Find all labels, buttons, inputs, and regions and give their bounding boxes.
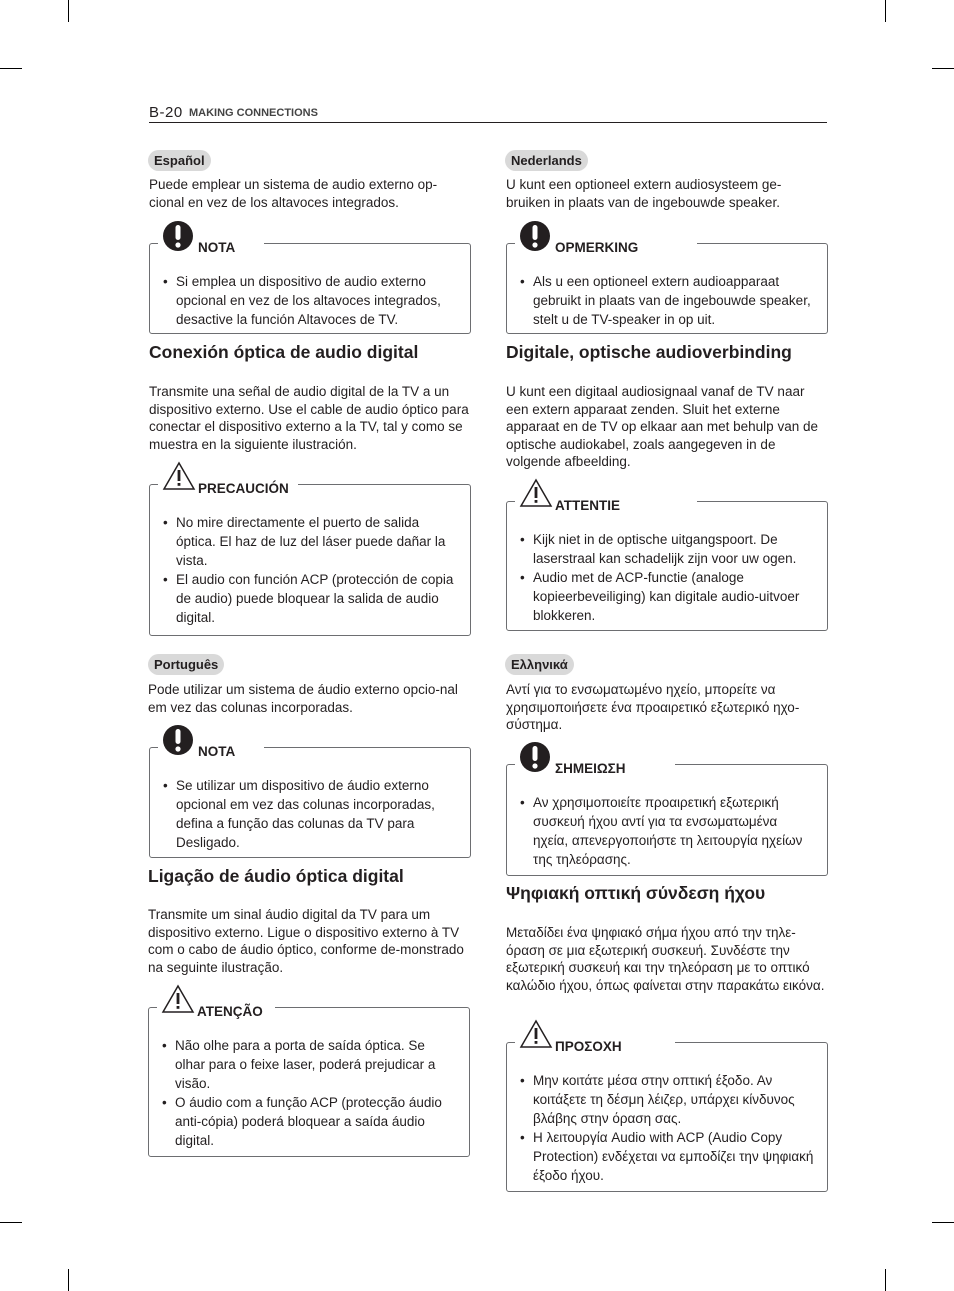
page-number: B-20 <box>149 104 183 121</box>
list-item: • Als u een optioneel extern audioapparaat gebruikt in plaats van de ingebouwde speaker, stelt u de TV-speaker in op uit. <box>533 272 815 329</box>
intro-text: Puede emplear un sistema de audio externo op-cional en vez de los altavoces integrados. <box>149 177 438 210</box>
caution-box <box>149 481 471 636</box>
section-title: MAKING CONNECTIONS <box>189 107 318 119</box>
crop-mark <box>0 68 22 69</box>
list-item: • Kijk niet in de optische uitgangspoort. De laserstraal kan schadelijk zijn voor uw ogen. <box>533 530 815 568</box>
note-title: OPMERKING <box>555 240 644 256</box>
note-icon <box>162 724 194 756</box>
note-box <box>149 744 471 858</box>
note-box <box>506 761 828 876</box>
list-item: • No mire directamente el puerto de salida óptica. El haz de luz del láser puede dañar la vista. <box>176 513 458 570</box>
language-badge: Español <box>148 150 211 171</box>
note-icon <box>519 741 551 773</box>
caution-box <box>506 498 828 631</box>
note-title: NOTA <box>198 240 241 256</box>
section-heading: Ligação de áudio óptica digital <box>148 866 404 886</box>
crop-mark <box>885 0 886 22</box>
intro-text: Pode utilizar um sistema de áudio externo opcio-nal em vez das colunas incorporadas. <box>148 682 458 715</box>
caution-box <box>148 1004 470 1157</box>
crop-mark <box>885 1269 886 1291</box>
list-item: • O áudio com a função ACP (protecção áudio anti-cópia) poderá bloquear a saída áudio digital. <box>175 1093 457 1150</box>
list-item: • Não olhe para a porta de saída óptica. Se olhar para o feixe laser, poderá prejudicar a visão. <box>175 1036 457 1093</box>
section-heading: Conexión óptica de audio digital <box>149 342 419 362</box>
body-paragraph: U kunt een digitaal audiosignaal vanaf de TV naar een extern apparaat zenden. Sluit het externe apparaat en de TV op elkaar aan met behulp van de optische audiokabel, zoals aangegeven in de volgende afbeelding. <box>506 384 818 469</box>
list-item: • Αν χρησιμοποιείτε προαιρετική εξωτερική συσκευή ήχου αντί για τα ενσωματωμένα ηχεία, απενεργοποιήστε τη λειτουργία ηχείων της τηλεόρασης. <box>533 793 815 869</box>
caution-title: ATENÇÃO <box>197 1004 269 1020</box>
language-badge: Português <box>148 654 224 675</box>
note-icon <box>162 220 194 252</box>
crop-mark <box>68 0 69 22</box>
crop-mark <box>932 1222 954 1223</box>
list-item: • Audio met de ACP-functie (analoge kopieerbeveiliging) kan digitale audio-uitvoer blokkeren. <box>533 568 815 625</box>
note-box <box>506 240 828 334</box>
note-icon <box>519 220 551 252</box>
caution-box <box>506 1039 828 1192</box>
note-box <box>149 240 471 334</box>
body-paragraph: Transmite una señal de audio digital de la TV a un dispositivo externo. Use el cable de audio óptico para conectar el dispositivo externo a la TV, tal y como se muestra en la siguiente ilustración. <box>149 384 469 452</box>
intro-text: U kunt een optioneel extern audiosysteem ge-bruiken in plaats van de ingebouwde speaker. <box>506 177 782 210</box>
warning-triangle-icon <box>519 1019 553 1049</box>
caution-title: ATTENTIE <box>555 498 626 514</box>
section-heading: Digitale, optische audioverbinding <box>506 342 792 362</box>
list-item: • Μην κοιτάτε μέσα στην οπτική έξοδο. Αν κοιτάξετε τη δέσμη λέιζερ, υπάρχει κίνδυνος βλάβης στην όραση σας. <box>533 1071 815 1128</box>
language-badge: Ελληνικά <box>505 654 574 675</box>
note-title: NOTA <box>198 744 241 760</box>
warning-triangle-icon <box>519 478 553 508</box>
list-item: • Si emplea un dispositivo de audio externo opcional en vez de los altavoces integrados, desactive la función Altavoces de TV. <box>176 272 458 329</box>
note-title: ΣΗΜΕΙΩΣΗ <box>555 761 632 777</box>
warning-triangle-icon <box>162 461 196 491</box>
list-item: • Η λειτουργία Audio with ACP (Audio Copy Protection) ενδέχεται να εμποδίζει την ψηφιακή έξοδο ήχου. <box>533 1128 815 1185</box>
caution-title: ΠΡΟΣΟΧΗ <box>555 1039 628 1055</box>
crop-mark <box>932 68 954 69</box>
warning-triangle-icon <box>161 984 195 1014</box>
intro-text: Αντί για το ενσωματωμένο ηχείο, μπορείτε να χρησιμοποιήσετε ένα προαιρετικό εξωτερικό ηχο-σύστημα. <box>506 682 800 732</box>
crop-mark <box>68 1269 69 1291</box>
section-heading: Ψηφιακή οπτική σύνδεση ήχου <box>506 883 766 903</box>
body-paragraph: Transmite um sinal áudio digital da TV para um dispositivo externo. Ligue o dispositivo externo à TV com o cabo de áudio óptico, conforme de-monstrado na seguinte ilustração. <box>148 907 464 975</box>
list-item: • El audio con función ACP (protección de copia de audio) puede bloquear la salida de audio digital. <box>176 570 458 627</box>
language-badge: Nederlands <box>505 150 588 171</box>
crop-mark <box>0 1222 22 1223</box>
caution-title: PRECAUCIÓN <box>198 481 295 497</box>
body-paragraph: Μεταδίδει ένα ψηφιακό σήμα ήχου από την τηλε-όραση σε μια εξωτερική συσκευή. Συνδέστε την εξωτερική συσκευή και την τηλεόραση με το οπτικό καλώδιο ήχου, όπως φαίνεται στην παρακάτω εικόνα. <box>506 925 825 993</box>
page-header <box>149 104 827 123</box>
list-item: • Se utilizar um dispositivo de áudio externo opcional em vez das colunas incorporadas, defina a função das colunas da TV para Desligado. <box>176 776 458 852</box>
